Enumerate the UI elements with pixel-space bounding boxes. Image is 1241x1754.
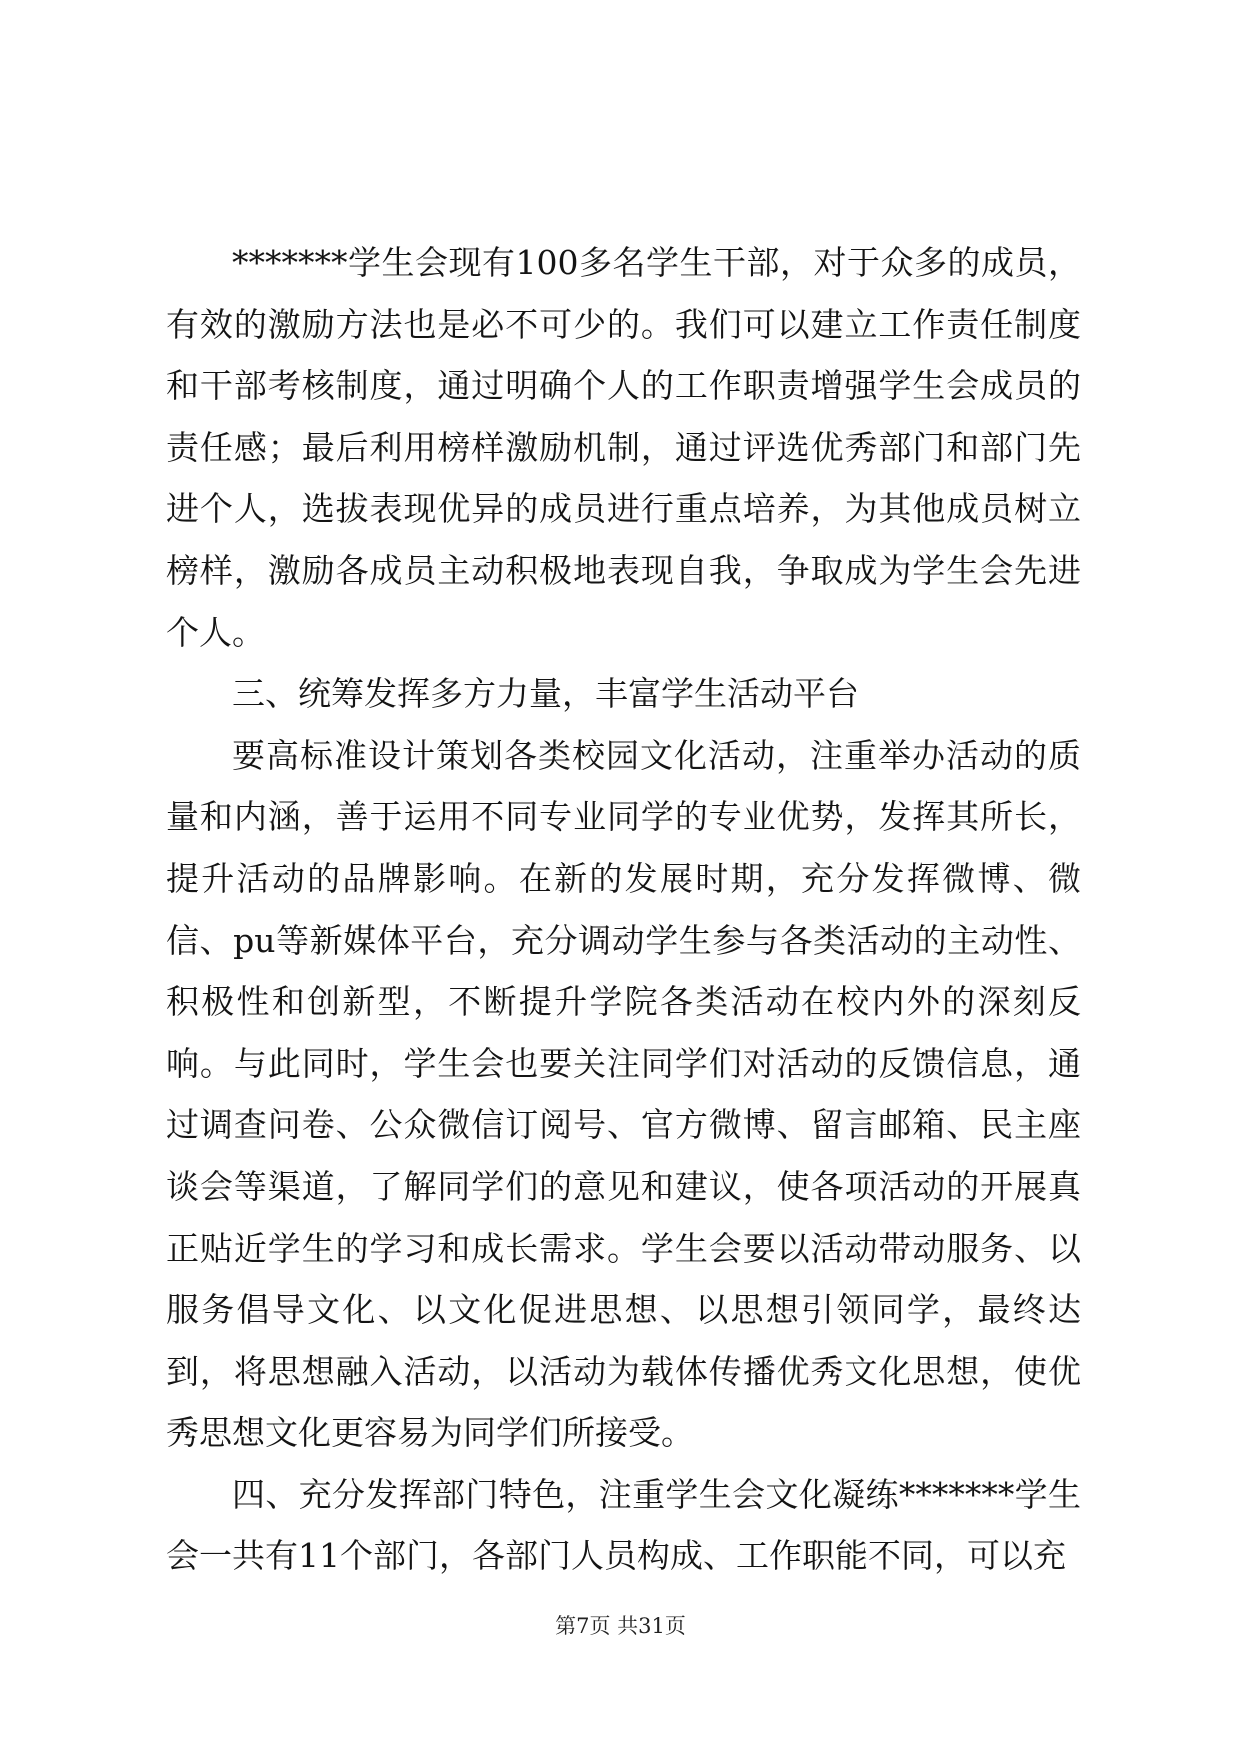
paragraph-activity-platform: 要高标准设计策划各类校园文化活动，注重举办活动的质量和内涵，善于运用不同专业同学的专业优势，发挥其所长，提升活动的品牌影响。在新的发展时期，充分发挥微博、微信、pu等新媒体平台，充分调动学生参与各类活动的主动性、积极性和创新型，不断提升学院各类活动在校内外的深刻反响。与此同时，学生会也要关注同学们对活动的反馈信息，通过调查问卷、公众微信订阅号、官方微博、留言邮箱、民主座谈会等渠道，了解同学们的意见和建议，使各项活动的开展真正贴近学生的学习和成长需求。学生会要以活动带动服务、以服务倡导文化、以文化促进思想、以思想引领同学，最终达到，将思想融入活动，以活动为载体传播优秀文化思想，使优秀思想文化更容易为同学们所接受。: [166, 735, 1081, 1453]
paragraph-department-features: 四、充分发挥部门特色，注重学生会文化凝练*******学生会一共有11个部门，各部门人员构成、工作职能不同，可以充: [166, 1474, 1081, 1576]
paragraph-incentive-methods: *******学生会现有100多名学生干部，对于众多的成员，有效的激励方法也是必不可少的。我们可以建立工作责任制度和干部考核制度，通过明确个人的工作职责增强学生会成员的责任感；最后利用榜样激励机制，通过评选优秀部门和部门先进个人，选拔表现优异的成员进行重点培养，为其他成员树立榜样，激励各成员主动积极地表现自我，争取成为学生会先进个人。: [166, 243, 1081, 652]
page-footer: 第7页 共31页: [555, 1614, 686, 1638]
section-heading-three: 三、统筹发挥多方力量，丰富学生活动平台: [232, 674, 859, 714]
document-body: [166, 232, 1081, 1587]
